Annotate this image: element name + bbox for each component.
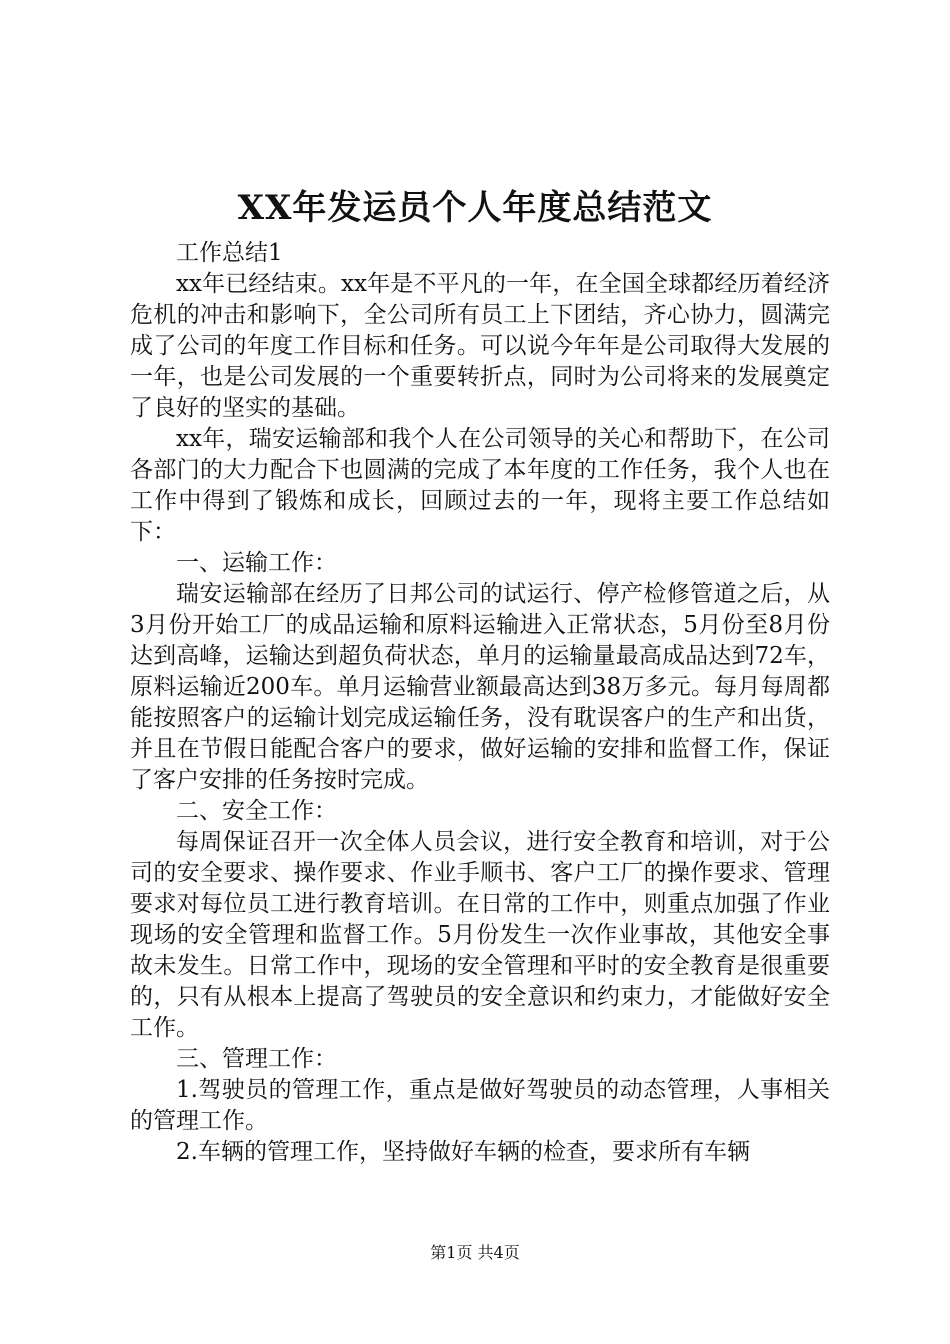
paragraph: 每周保证召开一次全体人员会议，进行安全教育和培训，对于公司的安全要求、操作要求、作业手顺书、客户工厂的操作要求、管理要求对每位员工进行教育培训。在日常的工作中，则重点加强了作业现场的安全管理和监督工作。5月份发生一次作业事故，其他安全事故未发生。日常工作中，现场的安全管理和平时的安全教育是很重要的，只有从根本上提高了驾驶员的安全意识和约束力，才能做好安全工作。 bbox=[130, 829, 830, 1041]
paragraph: xx年，瑞安运输部和我个人在公司领导的关心和帮助下，在公司各部门的大力配合下也圆满的完成了本年度的工作任务，我个人也在工作中得到了锻炼和成长，回顾过去的一年，现将主要工作总结如下： bbox=[130, 426, 830, 545]
paragraph: xx年已经结束。xx年是不平凡的一年，在全国全球都经历着经济危机的冲击和影响下，全公司所有员工上下团结，齐心协力，圆满完成了公司的年度工作目标和任务。可以说今年年是公司取得大发展的一年，也是公司发展的一个重要转折点，同时为公司将来的发展奠定了良好的坚实的基础。 bbox=[130, 271, 830, 421]
document-body bbox=[130, 238, 830, 1168]
page-number-footer: 第1页 共4页 bbox=[430, 1243, 520, 1262]
section-heading: 工作总结1 bbox=[176, 240, 283, 266]
section-heading: 二、安全工作： bbox=[176, 798, 337, 824]
document-title: XX年发运员个人年度总结范文 bbox=[237, 188, 713, 228]
section-heading: 一、运输工作： bbox=[176, 550, 337, 576]
paragraph: 1.驾驶员的管理工作，重点是做好驾驶员的动态管理，人事相关的管理工作。 bbox=[130, 1077, 830, 1134]
section-heading: 三、管理工作： bbox=[176, 1046, 337, 1072]
paragraph: 瑞安运输部在经历了日邦公司的试运行、停产检修管道之后，从3月份开始工厂的成品运输和原料运输进入正常状态，5月份至8月份达到高峰，运输达到超负荷状态，单月的运输量最高成品达到72车，原料运输近200车。单月运输营业额最高达到38万多元。每月每周都能按照客户的运输计划完成运输任务，没有耽误客户的生产和出货，并且在节假日能配合客户的要求，做好运输的安排和监督工作，保证了客户安排的任务按时完成。 bbox=[130, 581, 830, 793]
paragraph: 2.车辆的管理工作，坚持做好车辆的检查，要求所有车辆 bbox=[176, 1139, 750, 1165]
